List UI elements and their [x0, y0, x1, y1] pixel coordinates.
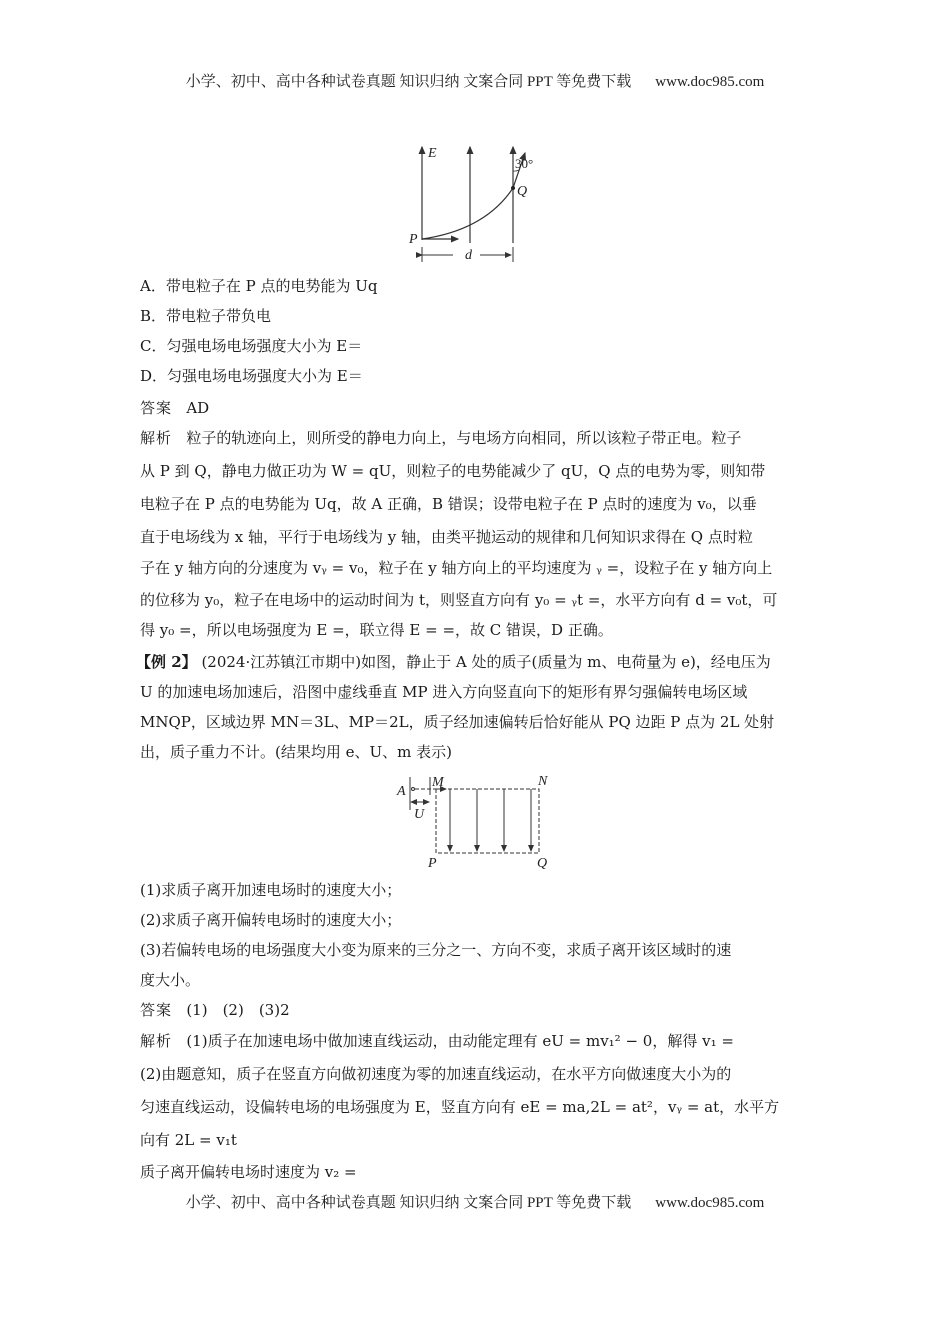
analysis-2-line-2: (2)由题意知，质子在竖直方向做初速度为零的加速直线运动，在水平方向做速度大小为的 [140, 1065, 732, 1083]
label-E: E [428, 146, 437, 161]
figure-trajectory-diagram [390, 135, 560, 270]
figure-deflection-field-diagram [380, 765, 560, 875]
example-2-line-3: MNQP，区域边界 MN＝3L、MP＝2L，质子经加速偏转后恰好能从 PQ 边距 P 点为 2L 处射 [140, 713, 775, 731]
footer-url: www.doc985.com [655, 1195, 765, 1211]
example-2-line-4: 出，质子重力不计。(结果均用 e、U、m 表示) [140, 743, 452, 761]
label-U: U [414, 807, 425, 822]
deflection-region [436, 789, 539, 853]
question-3-line-2: 度大小。 [140, 971, 201, 989]
analysis-1-line-6: 的位移为 y₀，粒子在电场中的运动时间为 t，则竖直方向有 y₀ = ᵧt =，水平方向有 d = v₀t，可 [140, 591, 778, 609]
label-M: M [432, 775, 444, 790]
analysis-2-line-4: 向有 2L = v₁t [140, 1131, 237, 1149]
analysis-2-line-5: 质子离开偏转电场时速度为 v₂ = [140, 1163, 357, 1181]
question-3-line-1: (3)若偏转电场的电场强度大小变为原来的三分之一、方向不变，求质子离开该区域时的速 [140, 941, 732, 959]
analysis-1-line-2: 从 P 到 Q，静电力做正功为 W = qU，则粒子的电势能减少了 qU，Q 点的电势为零，则知带 [140, 462, 766, 480]
analysis-1-line-7: 得 y₀ =，所以电场强度为 E =，联立得 E = =，故 C 错误，D 正确。 [140, 621, 613, 639]
label-Q: Q [517, 184, 528, 199]
question-2: (2)求质子离开偏转电场时的速度大小； [140, 911, 402, 929]
analysis-1-line-4: 直于电场线为 x 轴，平行于电场线为 y 轴，由类平抛运动的规律和几何知识求得在 Q 点时粒 [140, 528, 753, 546]
option-c: C．匀强电场电场强度大小为 E＝ [140, 337, 363, 355]
label-N: N [538, 774, 548, 789]
analysis-2-line-1: 解析 (1)质子在加速电场中做加速直线运动，由动能定理有 eU = mv₁² − 0，解得 v₁ = [140, 1032, 734, 1050]
example-2-line-1: 【例 2】 (2024·江苏镇江市期中)如图，静止于 A 处的质子(质量为 m、电荷量为 e)，经电压为 [136, 653, 771, 671]
option-d: D．匀强电场电场强度大小为 E＝ [140, 367, 363, 385]
label-angle: 30° [515, 156, 534, 171]
option-a: A．带电粒子在 P 点的电势能为 Uq [140, 277, 378, 295]
label-P2: P [428, 856, 437, 871]
answer-1: 答案 AD [140, 399, 210, 417]
option-b: B．带电粒子带负电 [140, 307, 272, 325]
footer-text: 小学、初中、高中各种试卷真题 知识归纳 文案合同 PPT 等免费下载 [185, 1195, 632, 1211]
analysis-1-line-5: 子在 y 轴方向的分速度为 vᵧ = v₀，粒子在 y 轴方向上的平均速度为 ᵧ =，设粒子在 y 轴方向上 [140, 559, 773, 577]
label-Q2: Q [537, 856, 548, 871]
analysis-1-line-3: 电粒子在 P 点的电势能为 Uq，故 A 正确，B 错误；设带电粒子在 P 点时的速度为 v₀，以垂 [140, 495, 757, 513]
page-footer [0, 1191, 950, 1212]
analysis-2-line-3: 匀速直线运动，设偏转电场的电场强度为 E，竖直方向有 eE = ma,2L = at²，vᵧ = at，水平方 [140, 1098, 780, 1116]
label-d: d [465, 248, 472, 263]
header-url: www.doc985.com [655, 74, 765, 90]
answer-2: 答案 (1) (2) (3)2 [140, 1001, 290, 1019]
page-header [0, 70, 950, 91]
analysis-1-line-1: 解析 粒子的轨迹向上，则所受的静电力向上，与电场方向相同，所以该粒子带正电。粒子 [140, 429, 742, 447]
header-text: 小学、初中、高中各种试卷真题 知识归纳 文案合同 PPT 等免费下载 [185, 74, 632, 90]
label-A: A [397, 784, 406, 799]
trajectory-curve [422, 153, 528, 239]
example-2-line-2: U 的加速电场加速后，沿图中虚线垂直 MP 进入方向竖直向下的矩形有界匀强偏转电场区域 [140, 683, 748, 701]
question-1: (1)求质子离开加速电场时的速度大小； [140, 881, 402, 899]
label-P: P [409, 232, 418, 247]
